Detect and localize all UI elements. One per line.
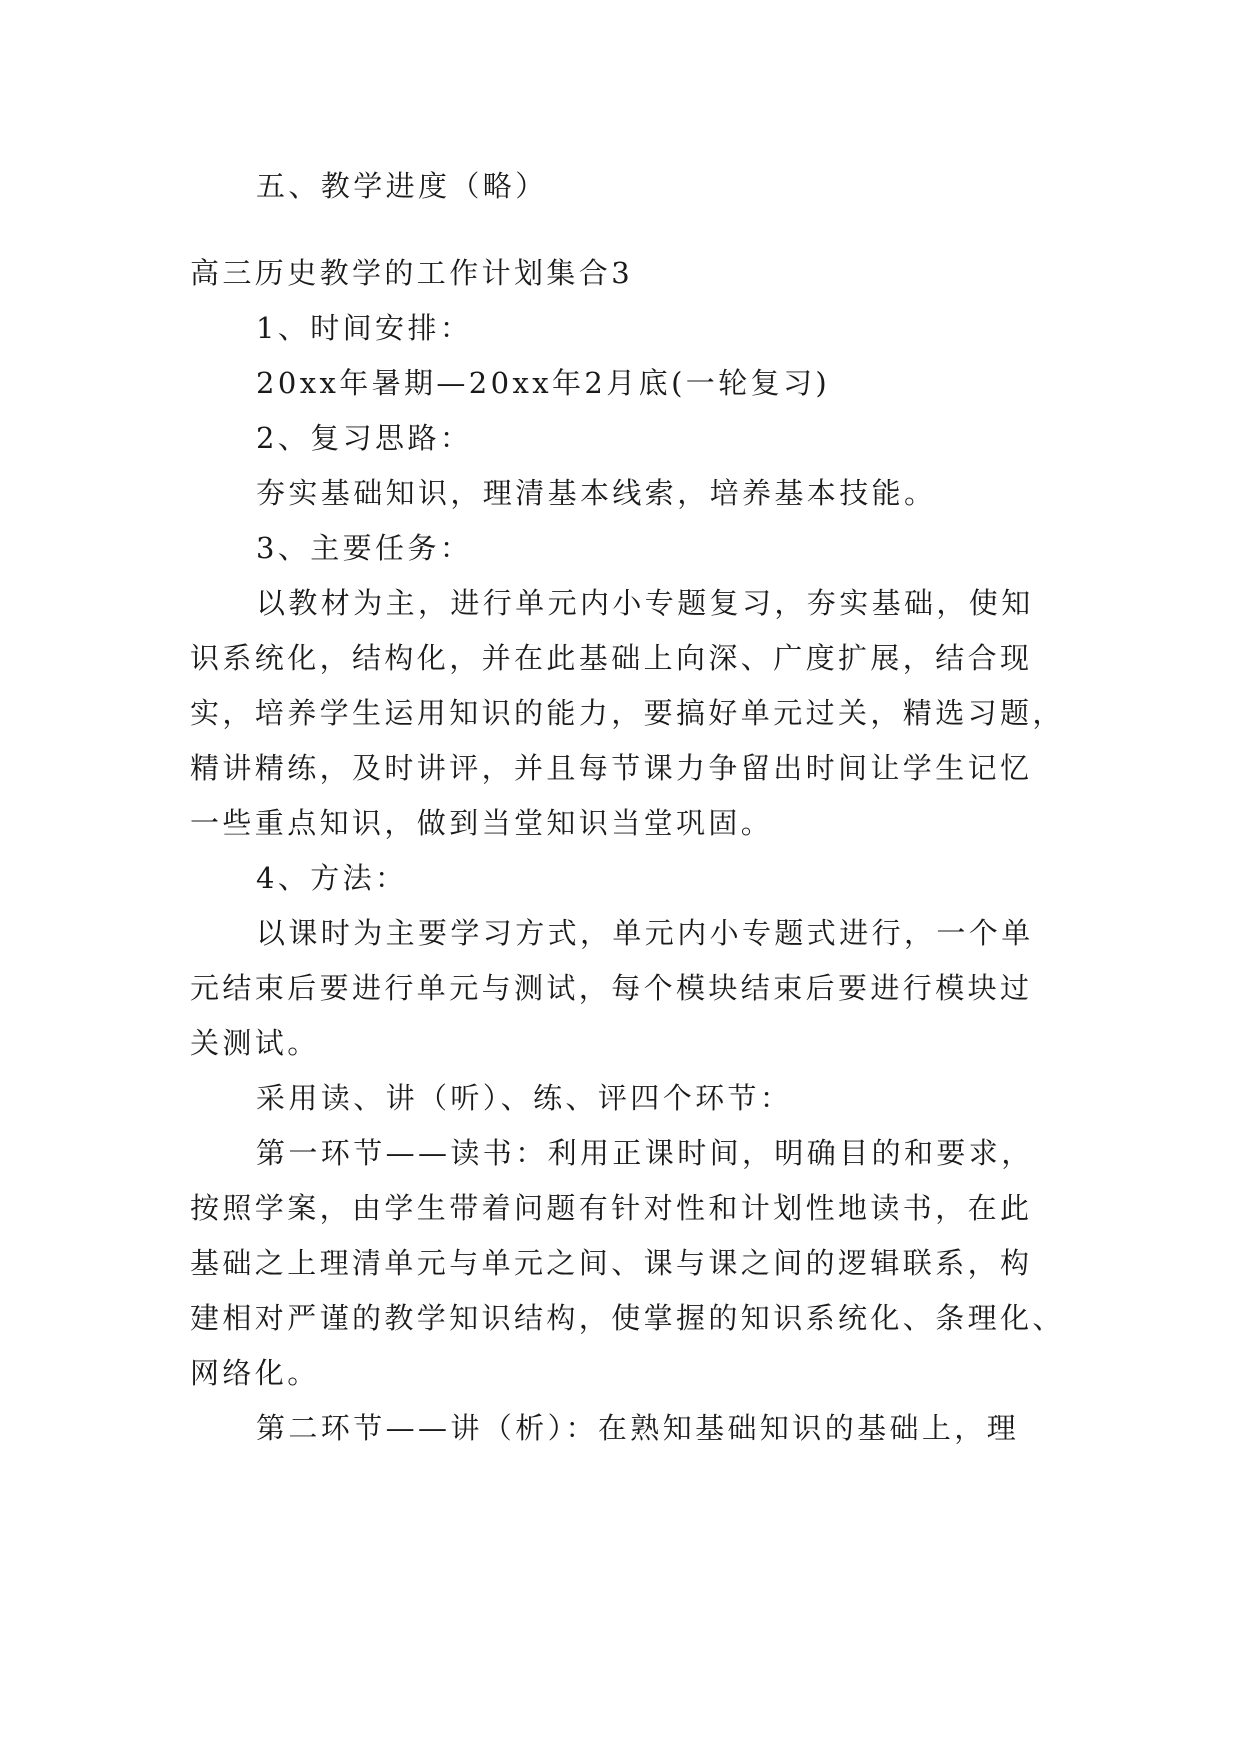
section-heading-progress: 五、教学进度（略） [256,169,548,203]
paragraph-line: 以课时为主要学习方式，单元内小专题式进行，一个单 [256,916,1034,950]
item-heading-schedule: 1、时间安排： [256,311,473,345]
item-heading-approach: 2、复习思路： [256,421,473,455]
paragraph-line: 关测试。 [190,1026,320,1060]
paragraph-line: 元结束后要进行单元与测试，每个模块结束后要进行模块过 [190,971,1033,1005]
paragraph-line: 网络化。 [190,1356,320,1390]
paragraph-line: 按照学案，由学生带着问题有针对性和计划性地读书，在此 [190,1191,1033,1225]
paragraph-line: 识系统化，结构化，并在此基础上向深、广度扩展，结合现 [190,641,1033,675]
paragraph-line: 以教材为主，进行单元内小专题复习，夯实基础，使知 [256,586,1034,620]
paragraph-line: 实，培养学生运用知识的能力，要搞好单元过关，精选习题， [190,696,1065,730]
paragraph-line: 采用读、讲（听）、练、评四个环节： [256,1081,793,1115]
item-heading-tasks: 3、主要任务： [256,531,473,565]
paragraph-line: 基础之上理清单元与单元之间、课与课之间的逻辑联系，构 [190,1246,1033,1280]
paragraph-line: 夯实基础知识，理清基本线索，培养基本技能。 [256,476,937,510]
paragraph-line: 20xx年暑期—20xx年2月底(一轮复习) [256,366,831,400]
paragraph-line: 第二环节——讲（析）：在熟知基础知识的基础上，理 [256,1411,1020,1445]
paragraph-line: 第一环节——读书：利用正课时间，明确目的和要求， [256,1136,1034,1170]
document-title: 高三历史教学的工作计划集合3 [190,256,634,290]
paragraph-line: 建相对严谨的教学知识结构，使掌握的知识系统化、条理化、 [190,1301,1065,1335]
paragraph-line: 精讲精练，及时讲评，并且每节课力争留出时间让学生记忆 [190,751,1033,785]
item-heading-methods: 4、方法： [256,861,408,895]
paragraph-line: 一些重点知识，做到当堂知识当堂巩固。 [190,806,774,840]
